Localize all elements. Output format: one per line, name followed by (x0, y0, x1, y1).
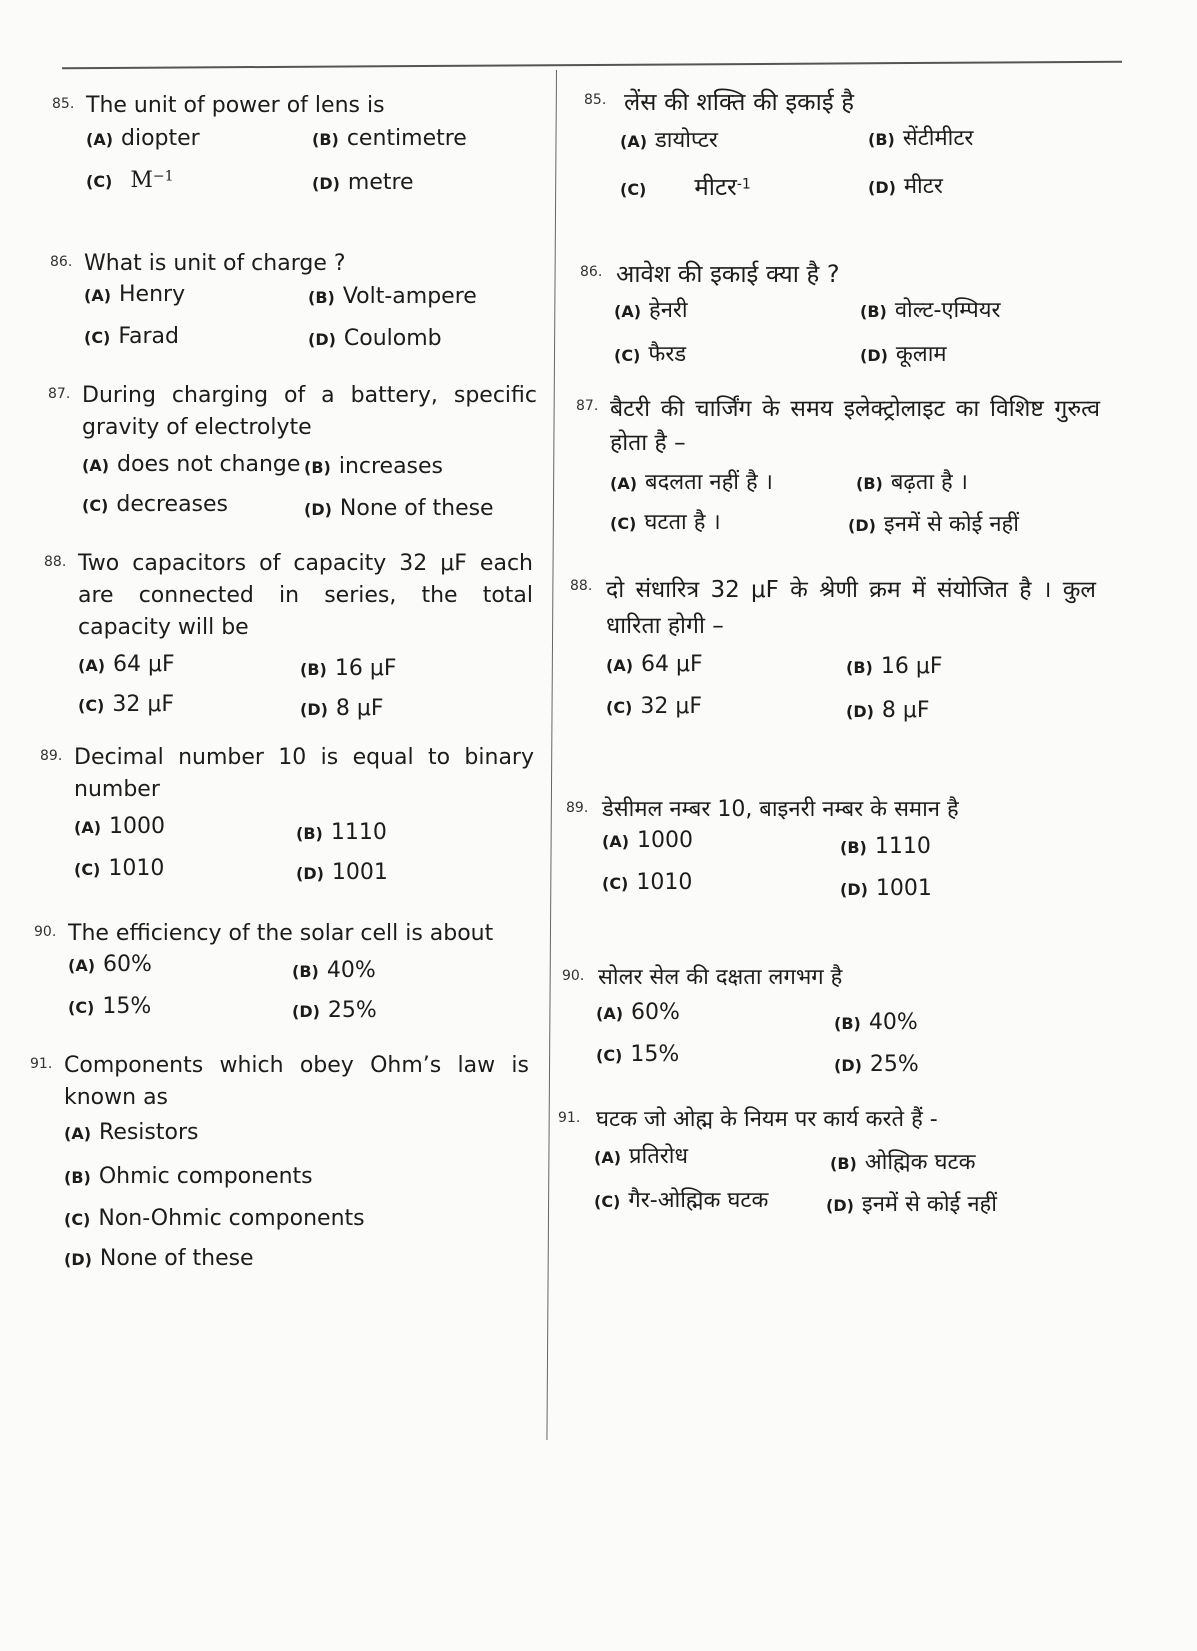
option-label: (B) (292, 962, 319, 981)
option-text: 15% (630, 1042, 680, 1067)
option-d (304, 496, 494, 521)
question-86-en (50, 248, 530, 358)
question-89-hi (566, 794, 1096, 914)
question-85-hi (584, 86, 1104, 206)
question-text: डेसीमल नम्बर 10, बाइनरी नम्बर के समान है (602, 797, 959, 822)
option-text: 25% (869, 1052, 919, 1077)
option-d (292, 998, 377, 1023)
option-text: वोल्ट-एम्पियर (894, 298, 1001, 323)
option-label: (B) (846, 658, 873, 677)
option-b (834, 1010, 918, 1035)
option-text: Coulomb (343, 326, 442, 351)
option-label: (B) (64, 1168, 91, 1187)
question-number: 91. (30, 1056, 53, 1072)
option-text: 1000 (637, 828, 694, 853)
option-label: (B) (840, 838, 867, 857)
option-b (846, 654, 942, 679)
question-90-en (34, 918, 529, 1028)
option-label: (A) (614, 302, 642, 321)
question-text: Two capacitors of capacity 32 μF each are connected in series, the total capacity will be (78, 551, 533, 640)
option-superscript: −1 (152, 168, 174, 185)
option-label: (A) (620, 132, 648, 151)
option-label: (D) (296, 864, 324, 883)
option-text: 60% (631, 1000, 680, 1025)
question-text: The unit of power of lens is (86, 93, 385, 118)
option-text: 1110 (874, 834, 931, 859)
option-label: (B) (860, 302, 887, 321)
option-label: (A) (602, 832, 630, 851)
question-text: Decimal number 10 is equal to binary number (74, 745, 534, 802)
question-91-en (30, 1050, 530, 1300)
option-label: (D) (860, 346, 888, 365)
question-text: सोलर सेल की दक्षता लगभग है (598, 965, 843, 990)
option-a (74, 814, 165, 839)
option-c (606, 694, 702, 719)
option-text: Volt-ampere (342, 284, 477, 309)
option-text: 8 μF (881, 698, 930, 723)
option-label: (D) (300, 700, 328, 719)
question-text: दो संधारित्र 32 μF के श्रेणी क्रम में संयोजित है । कुल धारिता होगी – (606, 577, 1096, 639)
option-c (78, 692, 174, 717)
option-label: (D) (826, 1196, 854, 1215)
question-number: 85. (584, 92, 607, 108)
option-label: (B) (300, 660, 327, 679)
option-text: 1110 (330, 820, 387, 845)
option-text: घटता है । (644, 510, 721, 535)
option-text: M (130, 168, 153, 193)
option-label: (C) (68, 998, 95, 1017)
option-a (64, 1120, 198, 1145)
option-d (840, 876, 932, 901)
option-text: 8 μF (335, 696, 384, 721)
option-b (840, 834, 931, 859)
option-label: (D) (64, 1250, 92, 1269)
option-text: Resistors (99, 1120, 199, 1145)
question-87-hi (576, 392, 1106, 542)
option-c (64, 1206, 365, 1231)
option-text: प्रतिरोध (629, 1144, 688, 1169)
option-c (602, 870, 692, 895)
option-label: (B) (834, 1014, 861, 1033)
option-label: (A) (86, 130, 114, 149)
option-label: (D) (308, 330, 336, 349)
option-c (614, 338, 686, 368)
option-text: मीटर (694, 173, 737, 201)
option-label: (A) (84, 286, 112, 305)
option-a (82, 452, 300, 477)
question-number: 90. (562, 968, 585, 984)
option-c (620, 170, 751, 203)
option-text: इनमें से कोई नहीं (861, 1192, 997, 1217)
option-label: (B) (312, 130, 339, 149)
top-rule (62, 61, 1122, 69)
option-text: 40% (868, 1010, 918, 1035)
question-91-hi (558, 1104, 1088, 1224)
question-text: Components which obey Ohm’s law is known as (64, 1053, 529, 1110)
option-b (64, 1164, 313, 1189)
question-88-hi (570, 572, 1100, 732)
option-text: Non-Ohmic components (98, 1206, 365, 1231)
option-text: centimetre (346, 126, 467, 151)
option-a (606, 652, 703, 677)
option-text: हेनरी (649, 298, 688, 323)
option-label: (C) (86, 172, 113, 191)
option-label: (A) (68, 956, 96, 975)
option-text: 1001 (875, 876, 932, 901)
option-d (826, 1188, 997, 1218)
option-label: (B) (868, 130, 895, 149)
option-c (610, 506, 721, 536)
option-d (846, 698, 930, 723)
option-text: गैर-ओह्मिक घटक (628, 1188, 769, 1213)
option-text: Ohmic components (98, 1164, 313, 1189)
option-b (292, 958, 376, 983)
option-text: increases (338, 454, 444, 479)
option-a (84, 282, 185, 307)
option-label: (A) (78, 656, 106, 675)
option-label: (C) (602, 874, 629, 893)
option-b (296, 820, 387, 845)
option-text: ओह्मिक घटक (864, 1150, 976, 1175)
question-text: बैटरी की चार्जिंग के समय इलेक्ट्रोलाइट का विशिष्ट गुरुत्व होता है – (610, 396, 1100, 456)
option-text: 1001 (331, 860, 388, 885)
option-a (620, 124, 718, 154)
option-label: (D) (304, 500, 332, 519)
option-text: 16 μF (334, 656, 397, 681)
question-number: 89. (566, 800, 589, 816)
option-text: 1010 (636, 870, 693, 895)
question-text: What is unit of charge ? (84, 251, 346, 276)
option-label: (A) (610, 474, 638, 493)
question-text: आवेश की इकाई क्या है ? (616, 260, 840, 288)
question-87-en (48, 380, 538, 530)
option-text: 32 μF (112, 692, 175, 717)
option-text: None of these (99, 1246, 254, 1271)
option-text: 64 μF (113, 652, 175, 677)
option-text: सेंटीमीटर (902, 126, 974, 151)
option-text: None of these (339, 496, 494, 521)
option-text: डायोप्टर (655, 128, 718, 153)
option-d (868, 170, 943, 200)
option-d (296, 860, 388, 885)
option-a (78, 652, 175, 677)
option-text: इनमें से कोई नहीं (883, 512, 1019, 537)
option-c (84, 324, 179, 349)
option-label: (C) (74, 860, 101, 879)
option-label: (D) (834, 1056, 862, 1075)
option-b (860, 294, 1001, 324)
option-text: Farad (118, 324, 179, 349)
option-label: (B) (856, 474, 883, 493)
option-text: बढ़ता है । (890, 470, 969, 495)
option-b (312, 126, 467, 151)
option-c (596, 1042, 679, 1067)
option-text: 40% (326, 958, 376, 983)
option-text: 1010 (108, 856, 165, 881)
option-label: (D) (292, 1002, 320, 1021)
option-label: (A) (596, 1004, 624, 1023)
question-number: 87. (576, 398, 599, 414)
option-text: 1000 (109, 814, 166, 839)
question-86-hi (580, 258, 1100, 368)
option-label: (D) (840, 880, 868, 899)
option-text: मीटर (903, 174, 943, 199)
option-a (596, 1000, 680, 1025)
option-label: (C) (64, 1210, 91, 1229)
option-text: 16 μF (880, 654, 943, 679)
option-label: (A) (74, 818, 102, 837)
option-a (610, 466, 773, 496)
option-b (308, 284, 477, 309)
option-label: (A) (594, 1148, 622, 1167)
option-text: metre (347, 170, 414, 195)
question-number: 90. (34, 924, 57, 940)
option-text: 32 μF (640, 694, 703, 719)
question-85-en (52, 90, 532, 200)
option-c (594, 1184, 768, 1214)
option-label: (B) (296, 824, 323, 843)
option-text: 64 μF (641, 652, 703, 677)
option-label: (B) (304, 458, 331, 477)
option-label: (D) (848, 516, 876, 535)
option-text: 60% (103, 952, 152, 977)
option-d (312, 170, 414, 195)
option-label: (C) (610, 514, 637, 533)
option-text: फैरड (648, 342, 687, 367)
option-a (594, 1140, 688, 1170)
option-label: (C) (82, 496, 109, 515)
question-90-hi (562, 962, 1092, 1082)
option-text: does not change (117, 452, 301, 477)
question-number: 86. (50, 254, 73, 270)
option-superscript: -1 (736, 176, 751, 193)
option-label: (C) (594, 1192, 621, 1211)
option-text: decreases (116, 492, 229, 517)
option-c (74, 856, 164, 881)
question-89-en (40, 742, 535, 892)
option-text: 15% (102, 994, 152, 1019)
option-c (68, 994, 151, 1019)
option-text: diopter (121, 126, 200, 151)
option-b (856, 466, 968, 496)
question-text: लेंस की शक्ति की इकाई है (624, 88, 854, 116)
option-d (848, 508, 1019, 538)
question-text: During charging of a battery, specific gravity of electrolyte (82, 383, 537, 440)
option-label: (D) (846, 702, 874, 721)
option-d (300, 696, 384, 721)
question-number: 89. (40, 748, 63, 764)
option-label: (A) (82, 456, 110, 475)
question-text: घटक जो ओह्म के नियम पर कार्य करते हैं - (596, 1107, 938, 1132)
question-number: 87. (48, 386, 71, 402)
option-d (834, 1052, 919, 1077)
option-a (86, 126, 200, 151)
option-label: (C) (596, 1046, 623, 1065)
question-number: 88. (44, 554, 67, 570)
option-label: (D) (868, 178, 896, 197)
question-88-en (44, 548, 534, 728)
option-a (614, 294, 688, 324)
option-d (308, 326, 442, 351)
option-a (602, 828, 693, 853)
option-b (300, 656, 396, 681)
option-text: बदलता नहीं है । (645, 470, 774, 495)
column-divider (546, 70, 557, 1440)
option-d (860, 338, 947, 368)
option-b (304, 454, 443, 479)
option-label: (C) (84, 328, 111, 347)
option-label: (B) (308, 288, 335, 307)
option-text: Henry (119, 282, 186, 307)
option-d (64, 1246, 254, 1271)
option-label: (C) (614, 346, 641, 365)
option-label: (A) (64, 1124, 92, 1143)
option-label: (B) (830, 1154, 857, 1173)
option-c (86, 168, 174, 193)
option-label: (A) (606, 656, 634, 675)
option-a (68, 952, 152, 977)
question-number: 88. (570, 578, 593, 594)
question-number: 86. (580, 264, 603, 280)
question-number: 85. (52, 96, 75, 112)
option-label: (C) (606, 698, 633, 717)
question-number: 91. (558, 1110, 581, 1126)
option-text: 25% (327, 998, 377, 1023)
question-text: The efficiency of the solar cell is about (68, 921, 494, 946)
option-b (868, 122, 973, 152)
option-label: (D) (312, 174, 340, 193)
option-label: (C) (78, 696, 105, 715)
option-label: (C) (620, 180, 647, 199)
option-b (830, 1146, 976, 1176)
option-c (82, 492, 228, 517)
option-text: कूलाम (895, 342, 947, 367)
